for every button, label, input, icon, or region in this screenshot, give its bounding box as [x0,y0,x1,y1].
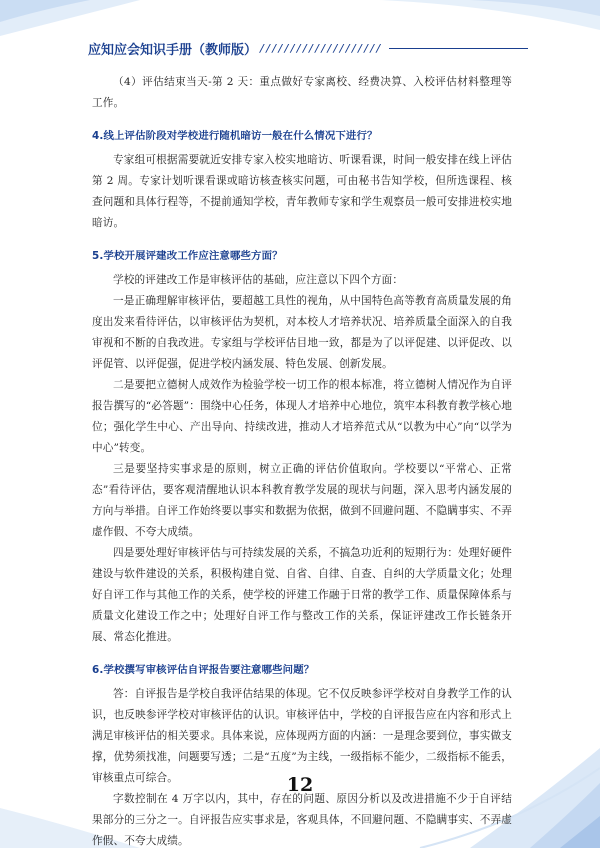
page-content [92,72,512,852]
handbook-title: 应知应会知识手册（教师版） [88,42,258,58]
question-4-answer: 专家组可根据需要就近安排专家入校实地暗访、听课看课，时间一般安排在线上评估第 2 周。专家计划听课看课或暗访核查核实问题，可由秘书告知学校，但所选课程、核查问题和具体行程等，不提前通知学校，青年教师专家和学生观察员一般可安排进校实地暗访。 [92,154,512,229]
header-rule [389,48,528,49]
intro-paragraph: （4）评估结束当天-第 2 天：重点做好专家离校、经费决算、入校评估材料整理等工作。 [92,76,512,109]
question-6-answer-1: 答：自评报告是学校自我评估结果的体现。它不仅反映参评学校对自身教学工作的认识，也反映参评学校对审核评估的认识。审核评估中，学校的自评报告应在内容和形式上满足审核评估的相关要求。具体来说，应体现两方面的内涵：一是理念要到位，事实做支撑，优势须找准，问题要写透；二是“五度”为主线，一级指标不能少，二级指标不能丢，审核重点可综合。 [92,688,512,784]
question-6-answer-2: 字数控制在 4 万字以内，其中，存在的问题、原因分析以及改进措施不少于自评结果部分的三分之一。自评报告应实事求是，客观具体，不回避问题、不隐瞒事实、不弄虚作假、不夸大成绩。 [92,793,512,847]
page-number: 12 [286,774,314,796]
question-5-point-1: 一是正确理解审核评估，要超越工具性的视角，从中国特色高等教育高质量发展的角度出发来看待评估，以审核评估为契机，对本校人才培养状况、培养质量全面深入的自我审视和不断的自我改进。专家组与学校评估目地一致，都是为了以评促建、以评促改、以评促管、以评促强，促进学校内涵发展、特色发展、创新发展。 [92,295,512,370]
question-5-point-2: 二是要把立德树人成效作为检验学校一切工作的根本标准，将立德树人情况作为自评报告撰写的“必答题”：围绕中心任务，体现人才培养中心地位，筑牢本科教育教学核心地位；强化学生中心、产出导向、持续改进，推动人才培养范式从“以教为中心”向“以学为中心”转变。 [92,379,512,454]
question-5-heading: 5.学校开展评建改工作应注意哪些方面？ [92,250,283,262]
question-5-point-4: 四是要处理好审核评估与可持续发展的关系，不搞急功近利的短期行为：处理好硬件建设与软件建设的关系，积极构建自觉、自省、自律、自查、自纠的大学质量文化；处理好自评工作与其他工作的关系，使学校的评建工作融于日常的教学工作、质量保障体系与质量文化建设工作之中；处理好自评工作与整改工作的关系，保证评建改工作长链条开展、常态化推进。 [92,547,512,643]
question-5-point-3: 三是要坚持实事求是的原则，树立正确的评估价值取向。学校要以“平常心、正常态”看待评估，要客观清醒地认识本科教育教学发展的现状与问题，深入思考内涵发展的方向与举措。自评工作始终要以事实和数据为依据，做到不回避问题、不隐瞒事实、不弄虚作假、不夸大成绩。 [92,463,512,538]
header-slash-ornament: //////////////////// [259,41,382,55]
question-5-intro: 学校的评建改工作是审核评估的基础，应注意以下四个方面： [113,274,404,286]
running-header [88,38,528,58]
question-6-heading: 6.学校撰写审核评估自评报告要注意哪些问题？ [92,664,315,676]
question-4-heading: 4.线上评估阶段对学校进行随机暗访一般在什么情况下进行？ [92,130,378,142]
